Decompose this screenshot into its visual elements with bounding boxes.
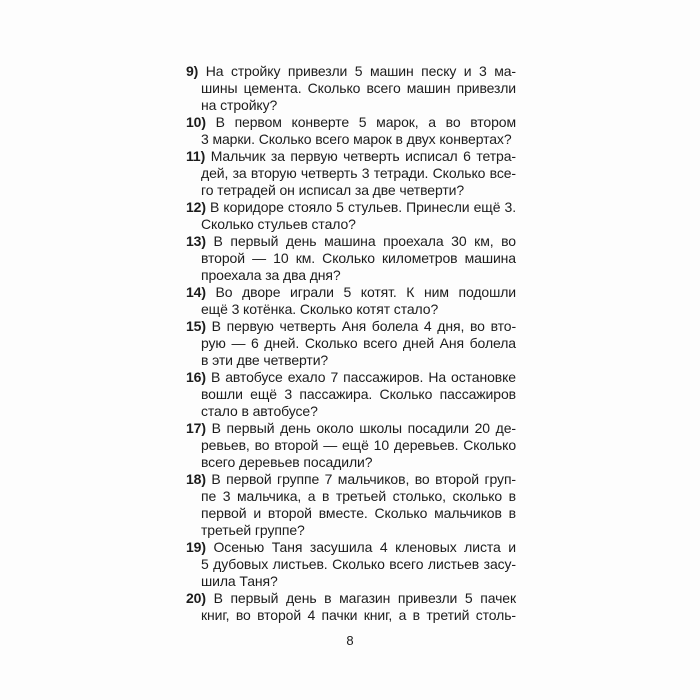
problem-line: ещё 3 котёнка. Сколько котят стало? xyxy=(201,301,439,317)
problem-line: пе 3 мальчика, а в третьей столько, сколько в xyxy=(201,488,516,504)
problem-item xyxy=(186,63,516,114)
problem-line: 20) В первый день в магазин привезли 5 пачек xyxy=(186,590,516,606)
problem-line: 3 марки. Сколько всего марок в двух конвертах? xyxy=(201,131,512,147)
problem-line: первой и второй вместе. Сколько мальчиков в xyxy=(201,505,516,521)
problem-line: шила Таня? xyxy=(201,573,278,589)
problem-number: 12) xyxy=(186,199,206,215)
problem-number: 17) xyxy=(186,420,206,436)
problem-line: рую — 6 дней. Сколько всего дней Аня болела xyxy=(201,335,516,351)
problem-line: 11) Мальчик за первую четверть исписал 6 тетра- xyxy=(186,148,516,164)
problem-line: го тетрадей он исписал за две четверти? xyxy=(201,182,465,198)
problem-number: 15) xyxy=(186,318,206,334)
problem-line: стало в автобусе? xyxy=(201,403,318,419)
problem-item xyxy=(186,284,516,318)
problem-line: 12) В коридоре стояло 5 стульев. Принесли ещё 3. xyxy=(186,199,516,215)
problem-line: 17) В первый день около школы посадили 20 де- xyxy=(186,420,516,436)
problem-line: 9) На стройку привезли 5 машин песку и 3 ма- xyxy=(186,63,516,79)
problem-line: 15) В первую четверть Аня болела 4 дня, во вто- xyxy=(186,318,516,334)
problem-line: 18) В первой группе 7 мальчиков, во второй груп- xyxy=(186,471,516,487)
problem-number: 19) xyxy=(186,539,206,555)
problem-item xyxy=(186,590,516,624)
problem-line: шины цемента. Сколько всего машин привезли xyxy=(201,80,516,96)
problem-item xyxy=(186,114,516,148)
problem-line: 19) Осенью Таня засушила 4 кленовых листа и xyxy=(186,539,516,555)
problem-line: на стройку? xyxy=(201,97,278,113)
problems-list xyxy=(186,63,516,624)
problem-line: дей, за вторую четверть 3 тетради. Сколько все- xyxy=(201,165,516,181)
problem-number: 10) xyxy=(186,114,206,130)
problem-number: 16) xyxy=(186,369,206,385)
problem-item xyxy=(186,369,516,420)
problem-line: третьей группе? xyxy=(201,522,305,538)
problem-line: 16) В автобусе ехало 7 пассажиров. На остановке xyxy=(186,369,516,385)
problem-number: 14) xyxy=(186,284,206,300)
problem-line: второй — 10 км. Сколько километров машина xyxy=(201,250,516,266)
problem-number: 20) xyxy=(186,590,206,606)
problem-line: 5 дубовых листьев. Сколько всего листьев засу- xyxy=(201,556,516,572)
problem-line: всего деревьев посадили? xyxy=(201,454,373,470)
problem-line: в эти две четверти? xyxy=(201,352,329,368)
problem-line: вошли ещё 3 пассажира. Сколько пассажиров xyxy=(201,386,516,402)
problem-line: Сколько стульев стало? xyxy=(201,216,356,232)
problem-line: книг, во второй 4 пачки книг, а в третий столь- xyxy=(201,607,516,623)
problem-line: 14) Во дворе играли 5 котят. К ним подошли xyxy=(186,284,516,300)
problem-item xyxy=(186,148,516,199)
problem-number: 18) xyxy=(186,471,206,487)
page-number: 8 xyxy=(346,633,354,648)
problem-line: проехала за два дня? xyxy=(201,267,341,283)
problem-item xyxy=(186,318,516,369)
problem-item xyxy=(186,233,516,284)
problem-line: 10) В первом конверте 5 марок, а во втором xyxy=(186,114,516,130)
problem-number: 9) xyxy=(186,63,199,79)
problem-item xyxy=(186,471,516,539)
problem-line: ревьев, во второй — ещё 10 деревьев. Сколько xyxy=(201,437,516,453)
problem-item xyxy=(186,539,516,590)
problem-number: 11) xyxy=(186,148,206,164)
problem-item xyxy=(186,199,516,233)
problem-number: 13) xyxy=(186,233,206,249)
problem-line: 13) В первый день машина проехала 30 км, во xyxy=(186,233,516,249)
problem-item xyxy=(186,420,516,471)
